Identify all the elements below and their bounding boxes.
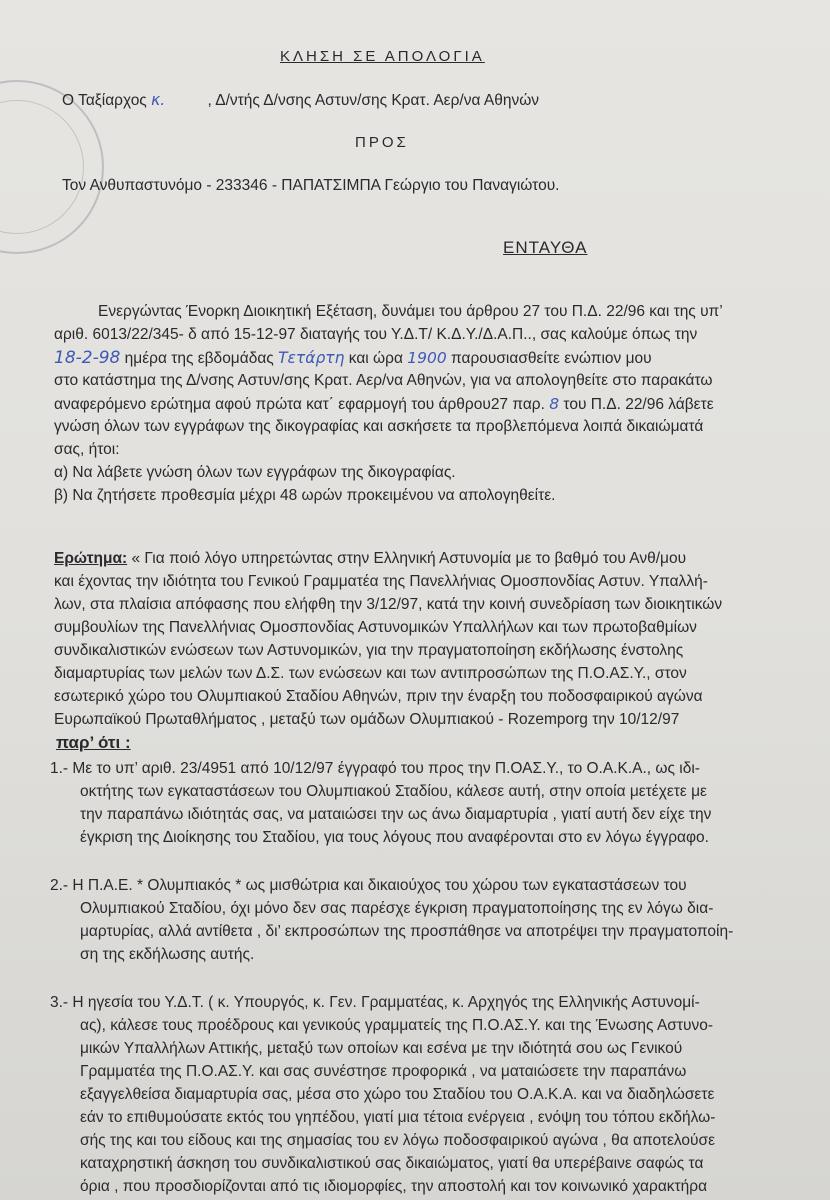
intro-line-5: αναφερόμενο ερώτημα αφού πρώτα κατ΄ εφαρμογή του άρθρου27 παρ. 8 του Π.Δ. 22/96 λάβετε	[54, 395, 714, 413]
point2-line-2: Ολυμπιακού Σταδίου, όχι μόνο δεν σας παρέσχε έγκριση πραγματοποίησης της εν λόγω δια-	[80, 900, 714, 917]
point3-line-5: εξαγγελθείσα διαμαρτυρία σας, μέσα στο χώρο του Σταδίου του Ο.Α.Κ.Α. και να διαδηλώσετε	[80, 1086, 715, 1103]
question-line-1: Ερώτημα: « Για ποιό λόγο υπηρετώντας στην Ελληνική Αστυνομία με το βαθμό του Ανθ/μου	[54, 550, 687, 567]
question-label: Ερώτημα:	[54, 550, 128, 567]
question-line-8: Ευρωπαϊκού Πρωταθλήματος , μεταξύ των ομάδων Ολυμπιακού - Rozemporg την 10/12/97	[54, 711, 680, 728]
question-line-3: λων, στα πλαίσια απόφασης που ελήφθη την 3/12/97, κατά την κοινή συνεδρίαση των διοικητικών	[54, 596, 723, 613]
intro-item-b: β) Να ζητήσετε προθεσμία μέχρι 48 ωρών προκειμένου να απολογηθείτε.	[54, 487, 556, 504]
handwritten-day: Τετάρτη	[278, 349, 345, 367]
document-title: ΚΛΗΣΗ ΣΕ ΑΠΟΛΟΓΙΑ	[280, 48, 485, 65]
intro-line-3: 18-2-98 ημέρα της εβδομάδας Τετάρτη και ώρα 1900 παρουσιασθείτε ενώπιον μου	[54, 348, 652, 368]
question-line-5: συνδικαλιστικών ενώσεων των Αστυνομικών, για την πραγματοποίηση εκδήλωσης ένστολης	[54, 642, 684, 659]
point3-line-4: Γραμματέα της Π.Ο.ΑΣ.Υ. και σας συνέστησε προφορικά , να ματαιώσετε την παραπάνω	[80, 1063, 687, 1080]
point3-line-8: καταχρηστική άσκηση του συνδικαλιστικού σας δικαιώματος, γιατί θα υπερέβαινε σαφώς τα	[80, 1155, 704, 1172]
point1-line-1: 1.- Με το υπ’ αριθ. 23/4951 από 10/12/97 έγγραφό του προς την Π.ΟΑΣ.Υ., το Ο.Α.Κ.Α., ως ιδι-	[50, 760, 700, 777]
from-line: Ο Ταξίαρχος κ. , Δ/ντής Δ/νσης Αστυν/σης Κρατ. Αερ/να Αθηνών	[62, 91, 540, 109]
handwritten-from: κ.	[151, 91, 166, 109]
entautha-heading: ΕΝΤΑΥΘΑ	[503, 238, 588, 257]
intro-line-1: Ενεργώντας Ένορκη Διοικητική Εξέταση, δυνάμει του άρθρου 27 του Π.Δ. 22/96 και της υπ’	[98, 303, 723, 320]
recipient-line: Τον Ανθυπαστυνόμο - 233346 - ΠΑΠΑΤΣΙΜΠΑ Γεώργιο του Παναγιώτου.	[62, 177, 560, 194]
question-line-4: συμβουλίων της Πανελλήνιας Ομοσπονδίας Αστυνομικών Υπαλλήλων και των πρωτοβαθμίων	[54, 619, 697, 636]
point1-line-2: οκτήτης των εγκαταστάσεων του Ολυμπιακού Σταδίου, κάλεσε αυτή, στην οποία μετέχετε με	[80, 783, 707, 800]
handwritten-paragraph: 8	[549, 395, 560, 413]
point3-line-6: εάν το επιθυμούσατε εκτός του γηπέδου, γιατί μια τέτοια ενέργεια , ενόψη του τόπου εκδήλω-	[80, 1109, 716, 1126]
intro-line-6: γνώση όλων των εγγράφων της δικογραφίας και ασκήσετε τα προβλεπόμενα λοιπά δικαιώματά	[54, 418, 704, 435]
point1-line-3: την παραπάνω ιδιότητάς σας, να ματαιώσει την ως άνω διαμαρτυρία , γιατί αυτή δεν είχε την	[80, 806, 712, 823]
point3-line-1: 3.- Η ηγεσία του Υ.Δ.Τ. ( κ. Υπουργός, κ. Γεν. Γραμματέας, κ. Αρχηγός της Ελληνικής Αστυνομί-	[50, 994, 700, 1011]
handwritten-date: 18-2-98	[54, 348, 121, 368]
question-line-2: και έχοντας την ιδιότητα του Γενικού Γραμματέα της Πανελλήνιας Ομοσπονδίας Αστυν. Υπαλλή-	[54, 573, 708, 590]
handwritten-time: 1900	[407, 349, 447, 367]
intro-line-2: αριθ. 6013/22/345- δ από 15-12-97 διαταγής του Υ.Δ.Τ/ Κ.Δ.Υ./Δ.Α.Π.., σας καλούμε όπως την	[54, 326, 698, 343]
question-line-7: εσωτερικό χώρο του Ολυμπιακού Σταδίου Αθηνών, πριν την έναρξη του ποδοσφαιρικού αγώνα	[54, 688, 703, 705]
intro-item-a: α) Να λάβετε γνώση όλων των εγγράφων της δικογραφίας.	[54, 464, 456, 481]
point1-line-4: έγκριση της Διοίκησης του Σταδίου, για τους λόγους που αναφέρονται στο εν λόγω έγγραφο.	[80, 829, 709, 846]
point3-line-7: σής της και του είδους και της σημασίας του εν λόγω ποδοσφαιρικού αγώνα , θα αποτελούσε	[80, 1132, 715, 1149]
intro-line-7: σας, ήτοι:	[54, 441, 120, 458]
intro-line-4: στο κατάστημα της Δ/νσης Αστυν/σης Κρατ. Αερ/να Αθηνών, για να απολογηθείτε στο παρακάτω	[54, 372, 713, 389]
point3-line-9: όρια , που προσδιορίζονται από τις ιδιομορφίες, την αποστολή και τον κοινωνικό χαρακτήρα	[80, 1178, 708, 1195]
par-oti-heading: παρ’ ότι :	[56, 733, 131, 752]
point3-line-3: μικών Υπαλλήλων Αττικής, μεταξύ των οποίων και εσένα με την ιδιότητά σου ως Γενικού	[80, 1040, 683, 1057]
point2-line-4: ση της εκδήλωσης αυτής.	[80, 946, 255, 963]
point3-line-2: ας), κάλεσε τους προέδρους και γενικούς γραμματείς της Π.Ο.ΑΣ.Υ. και της Ένωσης Αστυνο-	[80, 1017, 713, 1034]
question-line-6: διαμαρτυρίας των μελών των Δ.Σ. των ενώσεων και των αντιπροσώπων της Π.Ο.ΑΣ.Υ., στον	[54, 665, 687, 682]
pros-heading: ΠΡΟΣ	[355, 134, 409, 151]
point2-line-3: μαρτυρίας, αλλά αντίθετα , δι’ εκπροσώπων της προσπάθησε να αποτρέψει την πραγματοποίη-	[80, 923, 734, 940]
point2-line-1: 2.- Η Π.Α.Ε. * Ολυμπιακός * ως μισθώτρια και δικαιούχος του χώρου των εγκαταστάσεων του	[50, 877, 687, 894]
